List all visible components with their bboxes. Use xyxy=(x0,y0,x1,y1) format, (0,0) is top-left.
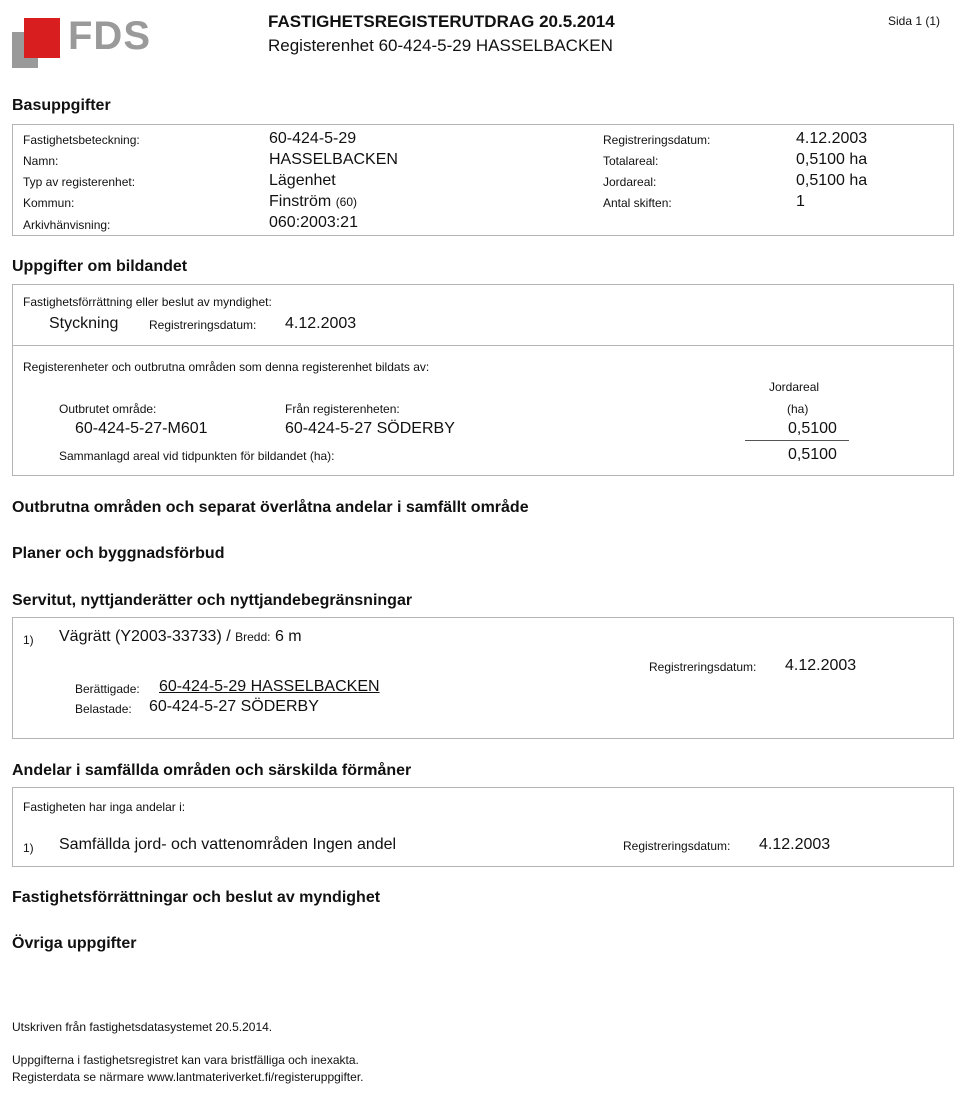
logo-text: FDS xyxy=(68,14,151,58)
value-forrattning: Styckning xyxy=(49,315,119,332)
label-fastighetsbeteckning: Fastighetsbeteckning: xyxy=(23,133,140,147)
andelar-text: Samfällda jord- och vattenområden Ingen andel xyxy=(59,836,397,853)
footer-line2: Registerdata se närmare www.lantmateriverket.fi/registeruppgifter. xyxy=(12,1070,364,1084)
value-kommun xyxy=(269,193,357,211)
footer-utskriven: Utskriven från fastighetsdatasystemet 20.5.2014. xyxy=(12,1020,273,1034)
servitut-line xyxy=(59,628,302,646)
sum-rule xyxy=(745,440,849,441)
value-antal-skiften: 1 xyxy=(796,193,805,210)
col-outbrutet: Outbrutet område: xyxy=(59,402,157,416)
servitut-num: 1) xyxy=(23,633,34,647)
row-fran: 60-424-5-27 SÖDERBY xyxy=(285,420,455,437)
belastade-value: 60-424-5-27 SÖDERBY xyxy=(149,698,319,715)
label-kommun: Kommun: xyxy=(23,196,75,210)
andelar-num: 1) xyxy=(23,841,34,855)
label-registreringsdatum: Registreringsdatum: xyxy=(603,133,711,147)
berattigade-link[interactable]: 60-424-5-29 HASSELBACKEN xyxy=(159,678,380,695)
value-totalareal: 0,5100 ha xyxy=(796,151,868,168)
logo-square-red xyxy=(24,18,60,58)
label-forrattning-reg: Registreringsdatum: xyxy=(149,318,257,332)
value-jordareal: 0,5100 ha xyxy=(796,172,868,189)
berattigade-label: Berättigade: xyxy=(75,682,140,696)
value-namn: HASSELBACKEN xyxy=(269,151,398,168)
heading-bildandet: Uppgifter om bildandet xyxy=(12,258,188,275)
col-jordareal: Jordareal xyxy=(769,380,820,394)
label-typ: Typ av registerenhet: xyxy=(23,175,136,189)
label-arkivhanvisning: Arkivhänvisning: xyxy=(23,218,111,232)
kommun-code: (60) xyxy=(335,195,358,209)
footer-line1: Uppgifterna i fastighetsregistret kan vara bristfälliga och inexakta. xyxy=(12,1053,359,1067)
basuppgifter-box xyxy=(12,124,954,236)
document-subtitle: Registerenhet 60-424-5-29 HASSELBACKEN xyxy=(268,36,613,55)
row-outbrutet: 60-424-5-27-M601 xyxy=(75,420,208,437)
value-fastighetsbeteckning: 60-424-5-29 xyxy=(269,130,357,147)
heading-forrattningar: Fastighetsförrättningar och beslut av myndighet xyxy=(12,889,381,906)
heading-basuppgifter: Basuppgifter xyxy=(12,97,111,114)
heading-ovriga: Övriga uppgifter xyxy=(12,935,137,952)
value-sum: 0,5100 xyxy=(788,446,837,463)
bildats-box xyxy=(12,345,954,476)
servitut-box xyxy=(12,617,954,739)
row-areal: 0,5100 xyxy=(788,420,837,437)
value-typ: Lägenhet xyxy=(269,172,336,189)
col-unit: (ha) xyxy=(787,402,809,416)
label-bildats: Registerenheter och outbrutna områden som denna registerenhet bildats av: xyxy=(23,360,430,374)
servitut-bredd-label: Bredd: xyxy=(235,630,271,644)
heading-outbrutna: Outbrutna områden och separat överlåtna andelar i samfällt område xyxy=(12,499,529,516)
belastade-label: Belastade: xyxy=(75,702,132,716)
andelar-reg-value: 4.12.2003 xyxy=(759,836,831,853)
col-fran: Från registerenheten: xyxy=(285,402,400,416)
servitut-bredd-value: 6 m xyxy=(274,628,302,645)
label-antal-skiften: Antal skiften: xyxy=(603,196,672,210)
kommun-name: Finström xyxy=(269,193,332,210)
heading-servitut: Servitut, nyttjanderätter och nyttjandebegränsningar xyxy=(12,592,413,609)
value-forrattning-reg: 4.12.2003 xyxy=(285,315,357,332)
page-number: Sida 1 (1) xyxy=(888,14,941,28)
servitut-text: Vägrätt (Y2003-33733) / xyxy=(59,628,231,645)
andelar-box xyxy=(12,787,954,867)
servitut-reg-value: 4.12.2003 xyxy=(785,657,857,674)
label-totalareal: Totalareal: xyxy=(603,154,659,168)
label-jordareal: Jordareal: xyxy=(603,175,657,189)
andelar-reg-label: Registreringsdatum: xyxy=(623,839,731,853)
value-arkivhanvisning: 060:2003:21 xyxy=(269,214,358,231)
heading-planer: Planer och byggnadsförbud xyxy=(12,545,225,562)
document-title: FASTIGHETSREGISTERUTDRAG 20.5.2014 xyxy=(268,12,615,31)
label-forrattning: Fastighetsförrättning eller beslut av myndighet: xyxy=(23,295,272,309)
andelar-intro: Fastigheten har inga andelar i: xyxy=(23,800,186,814)
heading-andelar: Andelar i samfällda områden och särskilda förmåner xyxy=(12,762,412,779)
label-namn: Namn: xyxy=(23,154,59,168)
forrattning-box xyxy=(12,284,954,346)
servitut-reg-label: Registreringsdatum: xyxy=(649,660,757,674)
value-registreringsdatum: 4.12.2003 xyxy=(796,130,868,147)
label-sum: Sammanlagd areal vid tidpunkten för bildandet (ha): xyxy=(59,449,335,463)
